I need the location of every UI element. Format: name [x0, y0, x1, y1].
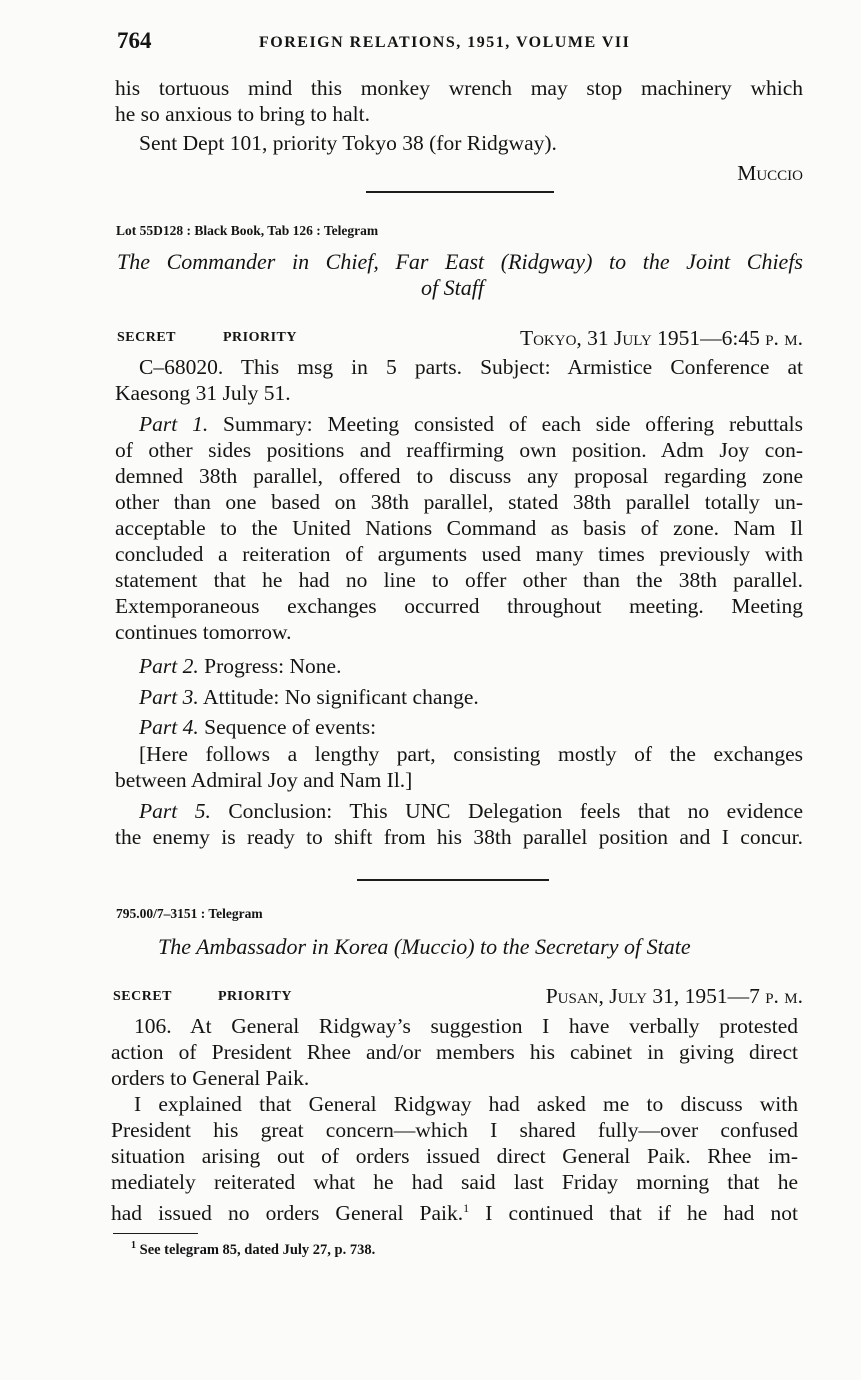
sent-line: Sent Dept 101, priority Tokyo 38 (for Ridgway).: [139, 131, 557, 155]
body-line: continues tomorrow.: [115, 620, 292, 644]
body-line: mediately reiterated what he had said last Friday morning that he: [111, 1170, 798, 1194]
body-line: acceptable to the United Nations Command as basis of zone. Nam Il: [115, 516, 803, 540]
part-label: Part 4.: [139, 715, 199, 739]
footnote-marker: 1: [131, 1240, 136, 1251]
body-line: Extemporaneous exchanges occurred throughout meeting. Meeting: [115, 594, 803, 618]
part-paragraph-line: Part 4. Sequence of events:: [139, 715, 377, 739]
body-line: demned 38th parallel, offered to discuss any proposal regarding zone: [115, 464, 803, 488]
part-label: Part 1.: [139, 412, 209, 436]
part-label: Part 5.: [139, 799, 211, 823]
part-label: Part 2.: [139, 654, 199, 678]
document-title: The Commander in Chief, Far East (Ridgway) to the Joint Chiefs: [117, 249, 803, 274]
priority-label: PRIORITY: [223, 330, 298, 345]
classification-label: SECRET: [113, 989, 173, 1004]
part-label: Part 3.: [139, 685, 199, 709]
body-line: President his great concern—which I shared fully—over confused: [111, 1118, 798, 1142]
footnote-rule: [113, 1233, 198, 1234]
editorial-note: [Here follows a lengthy part, consisting mostly of the exchanges: [139, 742, 803, 766]
classification-label: SECRET: [117, 330, 177, 345]
part-paragraph-line: Part 5. Conclusion: This UNC Delegation feels that no evidence: [139, 799, 803, 823]
body-line: 106. At General Ridgway’s suggestion I have verbally protested: [134, 1014, 798, 1038]
part-paragraph-line: Part 1. Summary: Meeting consisted of each side offering rebuttals: [139, 412, 803, 436]
body-line: other than one based on 38th parallel, stated 38th parallel totally un-: [115, 490, 803, 514]
body-line: he so anxious to bring to halt.: [115, 102, 370, 126]
place-date: Tokyo, 31 July 1951—6:45 p. m.: [519, 326, 803, 350]
body-line: concluded a reiteration of arguments used many times previously with: [115, 542, 803, 566]
signature: Muccio: [737, 161, 803, 185]
footnote-reference[interactable]: 1: [463, 1201, 470, 1215]
body-line: Kaesong 31 July 51.: [115, 381, 291, 405]
body-line: the enemy is ready to shift from his 38th parallel position and I concur.: [115, 825, 803, 849]
place-date: Pusan, July 31, 1951—7 p. m.: [545, 984, 803, 1008]
running-title: FOREIGN RELATIONS, 1951, VOLUME VII: [259, 34, 631, 51]
body-line: C–68020. This msg in 5 parts. Subject: Armistice Conference at: [139, 355, 803, 379]
part-paragraph-line: Part 3. Attitude: No significant change.: [139, 685, 479, 709]
body-line: orders to General Paik.: [111, 1066, 310, 1090]
body-line: his tortuous mind this monkey wrench may stop machinery which: [115, 76, 803, 100]
body-line: had issued no orders General Paik.$^1$ I continued that if he had not: [111, 1201, 799, 1226]
body-line: situation arising out of orders issued direct General Paik. Rhee im-: [111, 1144, 798, 1168]
body-line: of other sides positions and reaffirming own position. Adm Joy con-: [115, 438, 803, 462]
document-source: 795.00/7–3151 : Telegram: [116, 906, 263, 921]
body-line: statement that he had no line to offer other than the 38th parallel.: [115, 568, 803, 592]
part-paragraph-line: Part 2. Progress: None.: [139, 654, 342, 678]
body-line: I explained that General Ridgway had asked me to discuss with: [134, 1092, 798, 1116]
document-title: The Ambassador in Korea (Muccio) to the Secretary of State: [158, 934, 691, 959]
body-line: action of President Rhee and/or members his cabinet in giving direct: [111, 1040, 798, 1064]
document-title-cont: of Staff: [421, 275, 484, 300]
editorial-note: between Admiral Joy and Nam Il.]: [115, 768, 413, 792]
priority-label: PRIORITY: [218, 989, 293, 1004]
footnote: $^1$ See telegram 85, dated July 27, p. 738.: [131, 1240, 376, 1258]
page-number: 764: [117, 28, 152, 53]
document-source: Lot 55D128 : Black Book, Tab 126 : Telegram: [116, 223, 379, 238]
section-divider: [366, 191, 554, 193]
section-divider: [357, 879, 549, 881]
